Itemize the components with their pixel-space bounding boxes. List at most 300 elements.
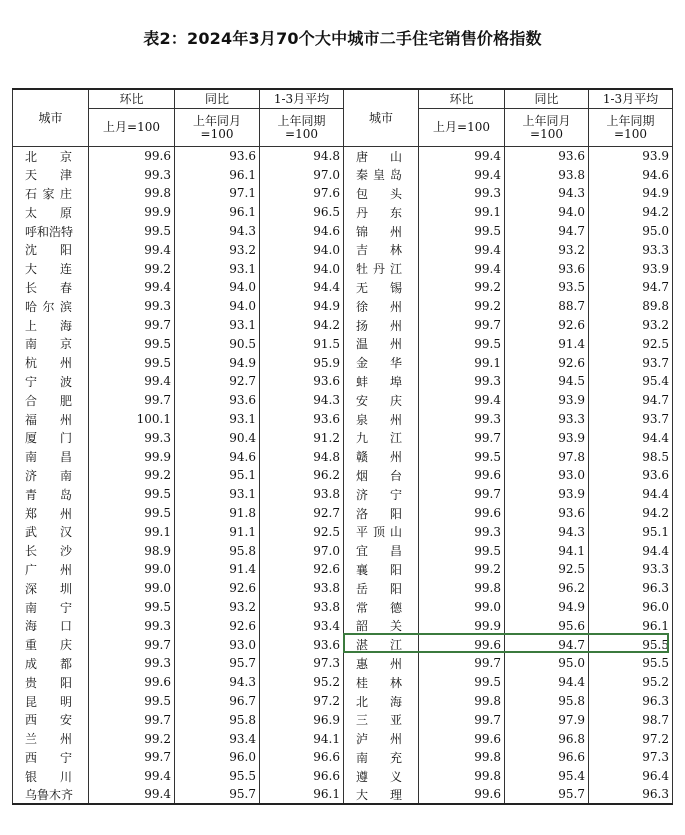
header-yoy: 同比	[505, 89, 589, 109]
avg-value: 92.5	[260, 522, 344, 541]
mom-value: 99.2	[89, 729, 175, 748]
city-name: 呼和浩特	[13, 222, 89, 241]
city-name: 九江	[344, 428, 419, 447]
yoy-value: 97.9	[505, 710, 589, 729]
avg-value: 89.8	[589, 297, 673, 316]
mom-value: 99.6	[89, 147, 175, 166]
city-name: 洛阳	[344, 504, 419, 523]
avg-value: 93.8	[260, 598, 344, 617]
mom-value: 99.4	[89, 278, 175, 297]
city-name: 福州	[13, 410, 89, 429]
city-name: 武汉	[13, 522, 89, 541]
city-name: 蚌埠	[344, 372, 419, 391]
city-name: 扬州	[344, 316, 419, 335]
city-name: 南京	[13, 334, 89, 353]
city-name: 合肥	[13, 391, 89, 410]
avg-value: 95.5	[589, 654, 673, 673]
yoy-value: 92.6	[505, 353, 589, 372]
city-name: 岳阳	[344, 579, 419, 598]
yoy-value: 95.7	[505, 786, 589, 805]
header-yoy-base: 上年同月=100	[505, 109, 589, 147]
city-name: 郑州	[13, 504, 89, 523]
table-row	[13, 673, 673, 692]
city-name: 长沙	[13, 541, 89, 560]
avg-value: 98.7	[589, 710, 673, 729]
table-row	[13, 278, 673, 297]
yoy-value: 88.7	[505, 297, 589, 316]
avg-value: 93.6	[260, 635, 344, 654]
yoy-value: 94.6	[175, 447, 260, 466]
mom-value: 99.8	[419, 748, 505, 767]
mom-value: 99.7	[89, 316, 175, 335]
mom-value: 99.0	[89, 560, 175, 579]
table-row	[13, 165, 673, 184]
yoy-value: 95.8	[505, 692, 589, 711]
city-name: 金华	[344, 353, 419, 372]
table-row	[13, 710, 673, 729]
mom-value: 99.6	[419, 635, 505, 654]
header-city: 城市	[344, 89, 419, 147]
city-name: 赣州	[344, 447, 419, 466]
yoy-value: 91.8	[175, 504, 260, 523]
mom-value: 99.3	[419, 522, 505, 541]
avg-value: 94.8	[260, 147, 344, 166]
yoy-value: 94.4	[505, 673, 589, 692]
header-yoy-base: 上年同月=100	[175, 109, 260, 147]
yoy-value: 91.4	[175, 560, 260, 579]
yoy-value: 93.2	[175, 598, 260, 617]
mom-value: 99.1	[419, 203, 505, 222]
avg-value: 96.5	[260, 203, 344, 222]
yoy-value: 93.0	[175, 635, 260, 654]
table-row	[13, 391, 673, 410]
avg-value: 94.1	[260, 729, 344, 748]
mom-value: 99.9	[419, 616, 505, 635]
table-row	[13, 485, 673, 504]
city-name: 济南	[13, 466, 89, 485]
yoy-value: 94.1	[505, 541, 589, 560]
yoy-value: 96.0	[175, 748, 260, 767]
avg-value: 94.9	[260, 297, 344, 316]
table-row	[13, 541, 673, 560]
city-name: 南充	[344, 748, 419, 767]
city-name: 杭州	[13, 353, 89, 372]
avg-value: 94.9	[589, 184, 673, 203]
avg-value: 94.6	[260, 222, 344, 241]
avg-value: 94.3	[260, 391, 344, 410]
table-body	[13, 147, 673, 805]
avg-value: 94.0	[260, 259, 344, 278]
table-row	[13, 654, 673, 673]
table-row	[13, 560, 673, 579]
avg-value: 93.9	[589, 147, 673, 166]
avg-value: 91.5	[260, 334, 344, 353]
header-yoy: 同比	[175, 89, 260, 109]
city-name: 海口	[13, 616, 89, 635]
table-row	[13, 372, 673, 391]
avg-value: 94.2	[589, 504, 673, 523]
mom-value: 99.1	[419, 353, 505, 372]
avg-value: 94.7	[589, 278, 673, 297]
mom-value: 99.3	[89, 654, 175, 673]
avg-value: 94.4	[589, 541, 673, 560]
table-row	[13, 259, 673, 278]
yoy-value: 93.1	[175, 485, 260, 504]
avg-value: 94.2	[260, 316, 344, 335]
city-name: 青岛	[13, 485, 89, 504]
yoy-value: 92.7	[175, 372, 260, 391]
yoy-value: 95.8	[175, 541, 260, 560]
yoy-value: 95.5	[175, 767, 260, 786]
yoy-value: 93.5	[505, 278, 589, 297]
table-row	[13, 240, 673, 259]
mom-value: 99.2	[419, 560, 505, 579]
yoy-value: 95.8	[175, 710, 260, 729]
mom-value: 99.3	[89, 616, 175, 635]
yoy-value: 90.5	[175, 334, 260, 353]
mom-value: 99.7	[419, 485, 505, 504]
avg-value: 95.0	[589, 222, 673, 241]
avg-value: 94.2	[589, 203, 673, 222]
mom-value: 99.4	[419, 240, 505, 259]
city-name: 遵义	[344, 767, 419, 786]
mom-value: 99.1	[89, 522, 175, 541]
avg-value: 94.6	[589, 165, 673, 184]
yoy-value: 94.5	[505, 372, 589, 391]
city-name: 徐州	[344, 297, 419, 316]
yoy-value: 93.1	[175, 316, 260, 335]
mom-value: 99.3	[89, 165, 175, 184]
city-name: 唐山	[344, 147, 419, 166]
city-name: 兰州	[13, 729, 89, 748]
mom-value: 99.0	[419, 598, 505, 617]
city-name: 泸州	[344, 729, 419, 748]
avg-value: 96.3	[589, 579, 673, 598]
yoy-value: 94.7	[505, 222, 589, 241]
mom-value: 99.4	[419, 391, 505, 410]
table-row	[13, 353, 673, 372]
mom-value: 99.6	[419, 466, 505, 485]
yoy-value: 96.1	[175, 165, 260, 184]
city-name: 锦州	[344, 222, 419, 241]
mom-value: 99.3	[419, 372, 505, 391]
price-index-table	[12, 88, 673, 805]
avg-value: 94.4	[260, 278, 344, 297]
yoy-value: 95.0	[505, 654, 589, 673]
city-name: 西安	[13, 710, 89, 729]
city-name: 南昌	[13, 447, 89, 466]
yoy-value: 93.6	[505, 147, 589, 166]
city-name: 襄阳	[344, 560, 419, 579]
mom-value: 99.2	[419, 278, 505, 297]
avg-value: 92.7	[260, 504, 344, 523]
mom-value: 99.5	[89, 692, 175, 711]
mom-value: 99.5	[419, 541, 505, 560]
city-name: 宁波	[13, 372, 89, 391]
yoy-value: 96.7	[175, 692, 260, 711]
mom-value: 99.8	[89, 184, 175, 203]
table-row	[13, 334, 673, 353]
avg-value: 96.9	[260, 710, 344, 729]
city-name: 惠州	[344, 654, 419, 673]
city-name: 包头	[344, 184, 419, 203]
city-name: 韶关	[344, 616, 419, 635]
avg-value: 92.6	[260, 560, 344, 579]
mom-value: 99.7	[419, 710, 505, 729]
table-row	[13, 147, 673, 166]
yoy-value: 95.6	[505, 616, 589, 635]
mom-value: 99.5	[89, 485, 175, 504]
table-row	[13, 428, 673, 447]
avg-value: 94.4	[589, 485, 673, 504]
city-name: 长春	[13, 278, 89, 297]
yoy-value: 94.7	[505, 635, 589, 654]
avg-value: 93.2	[589, 316, 673, 335]
table-row	[13, 786, 673, 805]
city-name: 丹东	[344, 203, 419, 222]
city-name: 大连	[13, 259, 89, 278]
avg-value: 95.1	[589, 522, 673, 541]
avg-value: 93.3	[589, 560, 673, 579]
yoy-value: 95.7	[175, 786, 260, 805]
mom-value: 99.9	[89, 447, 175, 466]
mom-value: 99.3	[89, 297, 175, 316]
yoy-value: 94.3	[505, 184, 589, 203]
table-row	[13, 692, 673, 711]
avg-value: 96.1	[260, 786, 344, 805]
avg-value: 93.6	[260, 372, 344, 391]
city-name: 温州	[344, 334, 419, 353]
table-row	[13, 297, 673, 316]
mom-value: 99.9	[89, 203, 175, 222]
yoy-value: 94.0	[175, 297, 260, 316]
avg-value: 94.8	[260, 447, 344, 466]
yoy-value: 92.5	[505, 560, 589, 579]
yoy-value: 95.4	[505, 767, 589, 786]
yoy-value: 93.6	[505, 259, 589, 278]
yoy-value: 94.3	[175, 673, 260, 692]
city-name: 济宁	[344, 485, 419, 504]
yoy-value: 92.6	[505, 316, 589, 335]
mom-value: 99.5	[419, 334, 505, 353]
page-title: 表2：2024年3月70个大中城市二手住宅销售价格指数	[143, 29, 542, 48]
table-row	[13, 504, 673, 523]
city-name: 昆明	[13, 692, 89, 711]
yoy-value: 96.8	[505, 729, 589, 748]
table-row	[13, 579, 673, 598]
table-row	[13, 222, 673, 241]
header-avg-base: 上年同期=100	[589, 109, 673, 147]
avg-value: 93.8	[260, 485, 344, 504]
table-row	[13, 447, 673, 466]
mom-value: 99.7	[89, 710, 175, 729]
header-mom-base: 上月=100	[89, 109, 175, 147]
avg-value: 95.5	[589, 635, 673, 654]
city-name: 常德	[344, 598, 419, 617]
table-row	[13, 184, 673, 203]
avg-value: 97.3	[589, 748, 673, 767]
mom-value: 99.5	[419, 447, 505, 466]
mom-value: 99.8	[419, 767, 505, 786]
avg-value: 97.3	[260, 654, 344, 673]
table-row	[13, 748, 673, 767]
mom-value: 99.2	[89, 466, 175, 485]
mom-value: 99.5	[89, 334, 175, 353]
city-name: 吉林	[344, 240, 419, 259]
avg-value: 94.7	[589, 391, 673, 410]
header-avg-base: 上年同期=100	[260, 109, 344, 147]
city-name: 湛江	[344, 635, 419, 654]
avg-value: 96.3	[589, 692, 673, 711]
city-name: 安庆	[344, 391, 419, 410]
city-name: 深圳	[13, 579, 89, 598]
yoy-value: 92.6	[175, 579, 260, 598]
table-row	[13, 729, 673, 748]
yoy-value: 96.6	[505, 748, 589, 767]
city-name: 无锡	[344, 278, 419, 297]
city-name: 贵阳	[13, 673, 89, 692]
avg-value: 93.9	[589, 259, 673, 278]
avg-value: 98.5	[589, 447, 673, 466]
yoy-value: 96.1	[175, 203, 260, 222]
city-name: 南宁	[13, 598, 89, 617]
mom-value: 99.4	[89, 372, 175, 391]
city-name: 泉州	[344, 410, 419, 429]
avg-value: 93.6	[589, 466, 673, 485]
avg-value: 95.2	[589, 673, 673, 692]
city-name: 桂林	[344, 673, 419, 692]
city-name: 北海	[344, 692, 419, 711]
yoy-value: 92.6	[175, 616, 260, 635]
avg-value: 97.2	[260, 692, 344, 711]
city-name: 哈尔滨	[13, 297, 89, 316]
mom-value: 99.6	[89, 673, 175, 692]
yoy-value: 93.6	[505, 504, 589, 523]
table-row	[13, 203, 673, 222]
yoy-value: 91.1	[175, 522, 260, 541]
highlight-box	[343, 633, 669, 653]
yoy-value: 93.8	[505, 165, 589, 184]
avg-value: 96.6	[260, 748, 344, 767]
table-row	[13, 522, 673, 541]
city-name: 重庆	[13, 635, 89, 654]
city-name: 西宁	[13, 748, 89, 767]
city-name: 牡丹江	[344, 259, 419, 278]
avg-value: 93.3	[589, 240, 673, 259]
table-row	[13, 598, 673, 617]
mom-value: 99.6	[419, 504, 505, 523]
mom-value: 100.1	[89, 410, 175, 429]
avg-value: 97.0	[260, 165, 344, 184]
avg-value: 93.6	[260, 410, 344, 429]
avg-value: 92.5	[589, 334, 673, 353]
city-name: 平顶山	[344, 522, 419, 541]
header-city: 城市	[13, 89, 89, 147]
mom-value: 99.5	[89, 222, 175, 241]
mom-value: 99.7	[419, 428, 505, 447]
city-name: 成都	[13, 654, 89, 673]
mom-value: 99.7	[89, 391, 175, 410]
avg-value: 96.1	[589, 616, 673, 635]
avg-value: 96.3	[589, 786, 673, 805]
avg-value: 94.0	[260, 240, 344, 259]
mom-value: 99.4	[89, 767, 175, 786]
mom-value: 99.3	[89, 428, 175, 447]
avg-value: 96.4	[589, 767, 673, 786]
header-row	[13, 89, 673, 109]
avg-value: 95.2	[260, 673, 344, 692]
yoy-value: 93.9	[505, 485, 589, 504]
avg-value: 97.0	[260, 541, 344, 560]
mom-value: 99.4	[419, 165, 505, 184]
city-name: 天津	[13, 165, 89, 184]
yoy-value: 94.0	[175, 278, 260, 297]
yoy-value: 93.6	[175, 147, 260, 166]
yoy-value: 95.1	[175, 466, 260, 485]
city-name: 三亚	[344, 710, 419, 729]
yoy-value: 93.4	[175, 729, 260, 748]
city-name: 北京	[13, 147, 89, 166]
mom-value: 99.6	[419, 786, 505, 805]
yoy-value: 94.3	[175, 222, 260, 241]
city-name: 太原	[13, 203, 89, 222]
yoy-value: 94.0	[505, 203, 589, 222]
table-row	[13, 410, 673, 429]
yoy-value: 97.1	[175, 184, 260, 203]
header-avg: 1-3月平均	[260, 89, 344, 109]
mom-value: 99.7	[419, 654, 505, 673]
avg-value: 95.4	[589, 372, 673, 391]
city-name: 大理	[344, 786, 419, 805]
yoy-value: 91.4	[505, 334, 589, 353]
avg-value: 96.6	[260, 767, 344, 786]
yoy-value: 96.2	[505, 579, 589, 598]
yoy-value: 93.9	[505, 428, 589, 447]
avg-value: 97.2	[589, 729, 673, 748]
yoy-value: 93.3	[505, 410, 589, 429]
city-name: 石家庄	[13, 184, 89, 203]
mom-value: 99.7	[89, 635, 175, 654]
header-subrow	[13, 109, 673, 147]
city-name: 银川	[13, 767, 89, 786]
yoy-value: 94.3	[505, 522, 589, 541]
mom-value: 99.4	[89, 240, 175, 259]
table-row	[13, 316, 673, 335]
city-name: 乌鲁木齐	[13, 786, 89, 805]
mom-value: 99.3	[419, 184, 505, 203]
header-avg: 1-3月平均	[589, 89, 673, 109]
mom-value: 99.2	[419, 297, 505, 316]
yoy-value: 93.1	[175, 410, 260, 429]
avg-value: 94.4	[589, 428, 673, 447]
yoy-value: 93.2	[505, 240, 589, 259]
city-name: 沈阳	[13, 240, 89, 259]
mom-value: 99.6	[419, 729, 505, 748]
city-name: 宜昌	[344, 541, 419, 560]
mom-value: 99.4	[89, 786, 175, 805]
avg-value: 93.4	[260, 616, 344, 635]
header-mom: 环比	[419, 89, 505, 109]
mom-value: 99.4	[419, 147, 505, 166]
mom-value: 99.5	[419, 673, 505, 692]
mom-value: 99.7	[89, 748, 175, 767]
city-name: 广州	[13, 560, 89, 579]
yoy-value: 93.1	[175, 259, 260, 278]
yoy-value: 90.4	[175, 428, 260, 447]
yoy-value: 97.8	[505, 447, 589, 466]
city-name: 厦门	[13, 428, 89, 447]
mom-value: 99.5	[419, 222, 505, 241]
